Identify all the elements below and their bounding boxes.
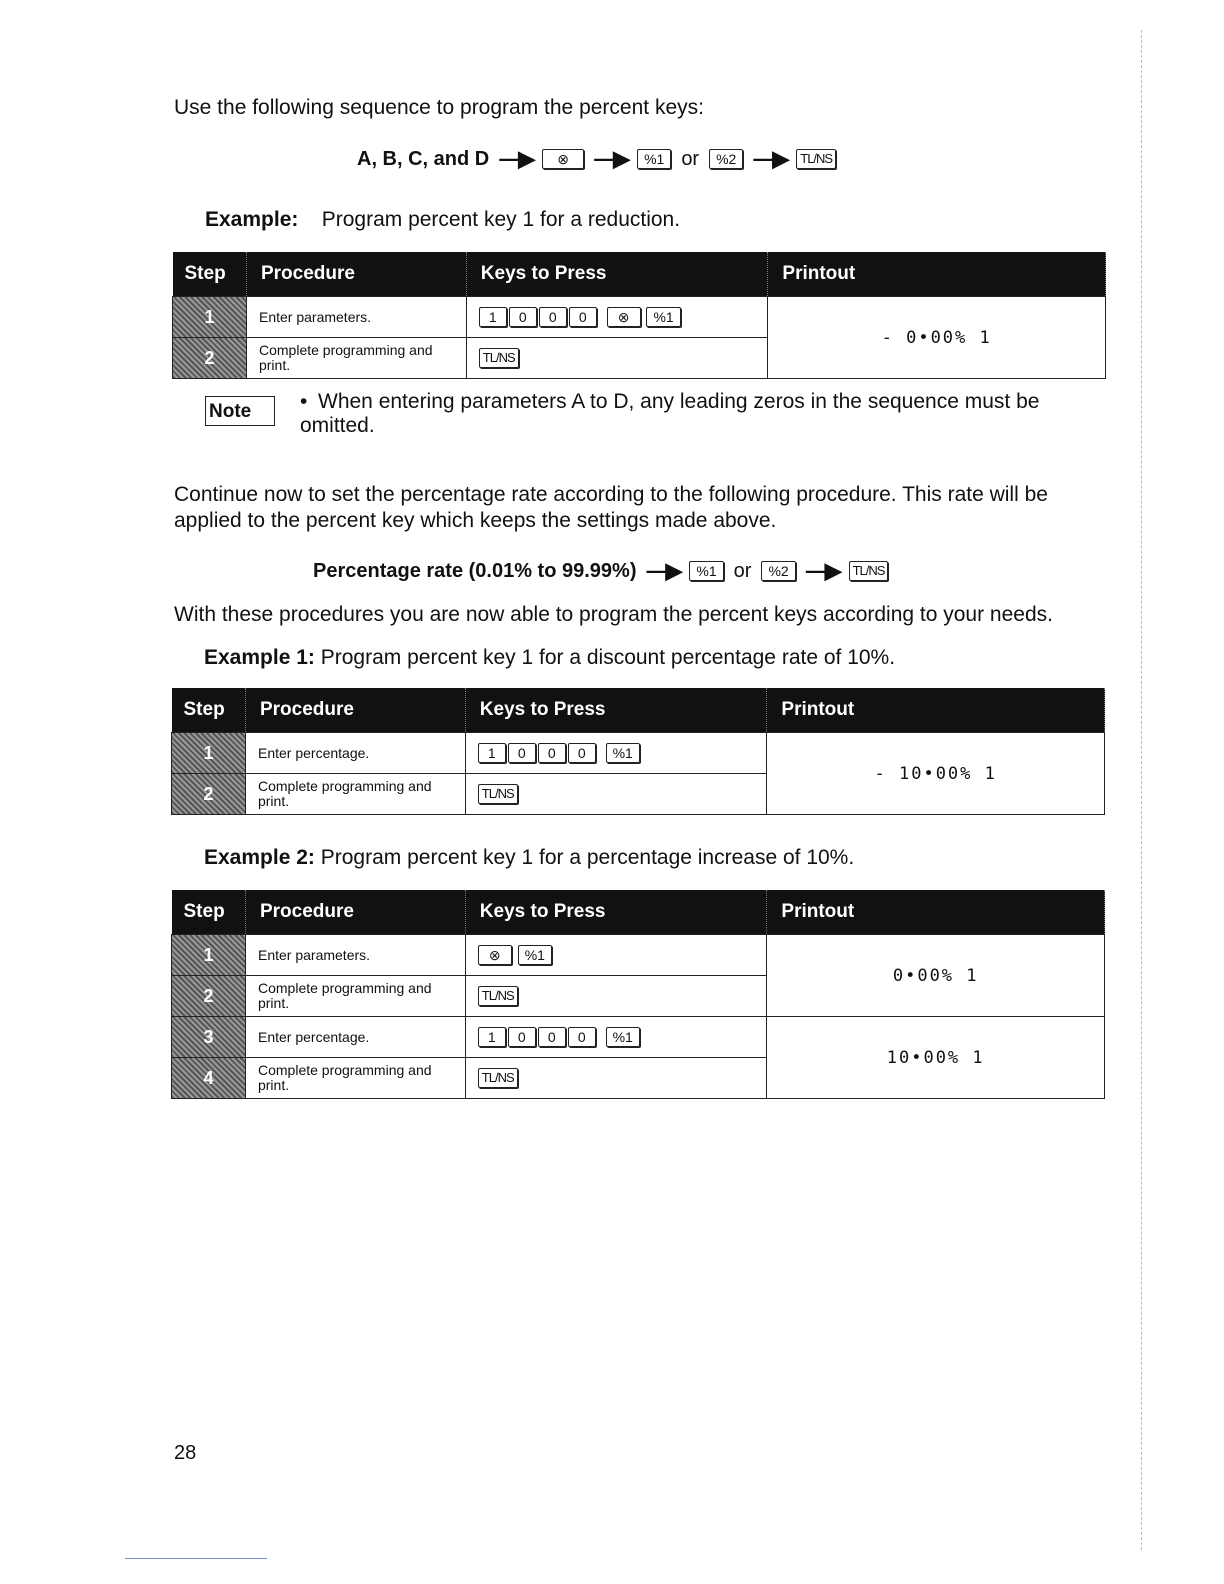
arrow-icon: —▶ <box>753 146 787 171</box>
procedure-cell: Enter percentage. <box>245 1017 465 1058</box>
footer-rule <box>125 1558 267 1559</box>
keys-cell <box>465 1058 767 1099</box>
sequence-lead: A, B, C, and D <box>357 147 490 170</box>
note-badge: Note <box>205 396 275 426</box>
key: 0 <box>538 743 566 763</box>
header-step: Step <box>173 252 247 297</box>
table-header <box>172 890 1105 935</box>
step-number: 2 <box>172 774 246 815</box>
key-tlns: TL/NS <box>849 561 889 581</box>
step-number: 1 <box>172 733 246 774</box>
steps-table-2 <box>171 688 1105 815</box>
note-text <box>300 390 1080 438</box>
key: 0 <box>509 307 537 327</box>
key-percent2: %2 <box>761 561 795 581</box>
example-heading <box>205 208 680 232</box>
sequence-line-1 <box>357 146 836 172</box>
key: 0 <box>569 307 597 327</box>
table-header <box>173 252 1106 297</box>
table-header <box>172 688 1105 733</box>
sequence-line-2 <box>313 558 888 584</box>
key: %1 <box>606 743 640 763</box>
key-multiply: ⊗ <box>542 149 584 169</box>
example-text: Program percent key 1 for a reduction. <box>321 208 681 231</box>
keys-cell <box>465 733 767 774</box>
steps-table-1 <box>172 252 1106 379</box>
page-number: 28 <box>174 1442 197 1464</box>
procedure-cell: Complete programming and print. <box>245 774 465 815</box>
table-row <box>173 297 1106 338</box>
example-label: Example: <box>205 208 299 231</box>
procedure-cell: Enter parameters. <box>246 297 466 338</box>
printout-cell: 10•00% 1 <box>767 1017 1105 1099</box>
procedure-cell: Complete programming and print. <box>245 976 465 1017</box>
key-tlns: TL/NS <box>478 986 518 1006</box>
example-text: Program percent key 1 for a percentage increase of 10%. <box>320 846 855 869</box>
header-printout: Printout <box>767 688 1105 733</box>
key: 0 <box>508 743 536 763</box>
keys-cell <box>466 338 768 379</box>
instruction-paragraph: Continue now to set the percentage rate according to the following procedure. This rate will be applied to the percent key which keeps the settings made above. <box>174 483 1048 532</box>
printout-cell: - 0•00% 1 <box>768 297 1106 379</box>
sequence-lead: Percentage rate (0.01% to 99.99%) <box>313 559 637 582</box>
header-step: Step <box>172 890 246 935</box>
header-procedure: Procedure <box>245 890 465 935</box>
header-procedure: Procedure <box>246 252 466 297</box>
key: 0 <box>568 1027 596 1047</box>
note-body: When entering parameters A to D, any leading zeros in the sequence must be omitted. <box>300 390 1040 437</box>
key: 0 <box>508 1027 536 1047</box>
printout-cell: 0•00% 1 <box>767 935 1105 1017</box>
scan-margin-line <box>1141 30 1142 1550</box>
step-number: 2 <box>172 976 246 1017</box>
key: %1 <box>606 1027 640 1047</box>
header-keys: Keys to Press <box>466 252 768 297</box>
key-tlns: TL/NS <box>479 348 519 368</box>
step-number: 2 <box>173 338 247 379</box>
step-number: 1 <box>172 935 246 976</box>
keys-cell <box>465 976 767 1017</box>
header-keys: Keys to Press <box>465 688 767 733</box>
header-step: Step <box>172 688 246 733</box>
key: 0 <box>568 743 596 763</box>
intro-text: Use the following sequence to program the percent keys: <box>174 96 704 119</box>
table-row <box>172 733 1105 774</box>
header-keys: Keys to Press <box>465 890 767 935</box>
header-printout: Printout <box>767 890 1105 935</box>
header-procedure: Procedure <box>245 688 465 733</box>
key: ⊗ <box>478 945 512 965</box>
step-number: 1 <box>173 297 247 338</box>
key: 1 <box>479 307 507 327</box>
procedure-cell: Enter parameters. <box>245 935 465 976</box>
steps-table-3 <box>171 890 1105 1099</box>
header-printout: Printout <box>768 252 1106 297</box>
key-percent1: %1 <box>637 149 671 169</box>
key: ⊗ <box>607 307 641 327</box>
step-number: 4 <box>172 1058 246 1099</box>
instruction-paragraph-2: With these procedures you are now able to program the percent keys according to your needs. <box>174 603 1053 626</box>
printout-cell: - 10•00% 1 <box>767 733 1105 815</box>
key-tlns: TL/NS <box>478 1068 518 1088</box>
arrow-icon: —▶ <box>499 146 533 171</box>
key: %1 <box>518 945 552 965</box>
key: 0 <box>539 307 567 327</box>
key-percent2: %2 <box>709 149 743 169</box>
keys-cell <box>465 1017 767 1058</box>
keys-cell <box>465 935 767 976</box>
step-number: 3 <box>172 1017 246 1058</box>
key-tlns: TL/NS <box>796 149 836 169</box>
arrow-icon: —▶ <box>805 558 839 583</box>
bullet-icon: • <box>300 390 308 413</box>
example-label: Example 2: <box>204 846 315 869</box>
or-text: or <box>681 147 700 170</box>
example-label: Example 1: <box>204 646 315 669</box>
procedure-cell: Enter percentage. <box>245 733 465 774</box>
keys-cell <box>466 297 768 338</box>
procedure-cell: Complete programming and print. <box>245 1058 465 1099</box>
example-1-heading <box>204 646 895 670</box>
arrow-icon: —▶ <box>594 146 628 171</box>
table-row <box>172 935 1105 976</box>
keys-cell <box>465 774 767 815</box>
example-text: Program percent key 1 for a discount percentage rate of 10%. <box>320 646 896 669</box>
arrow-icon: —▶ <box>646 558 680 583</box>
example-2-heading <box>204 846 854 870</box>
procedure-cell: Complete programming and print. <box>246 338 466 379</box>
key: %1 <box>646 307 680 327</box>
key: 1 <box>478 743 506 763</box>
key: 0 <box>538 1027 566 1047</box>
key-percent1: %1 <box>689 561 723 581</box>
key-tlns: TL/NS <box>478 784 518 804</box>
table-row <box>172 1017 1105 1058</box>
or-text: or <box>733 559 752 582</box>
key: 1 <box>478 1027 506 1047</box>
